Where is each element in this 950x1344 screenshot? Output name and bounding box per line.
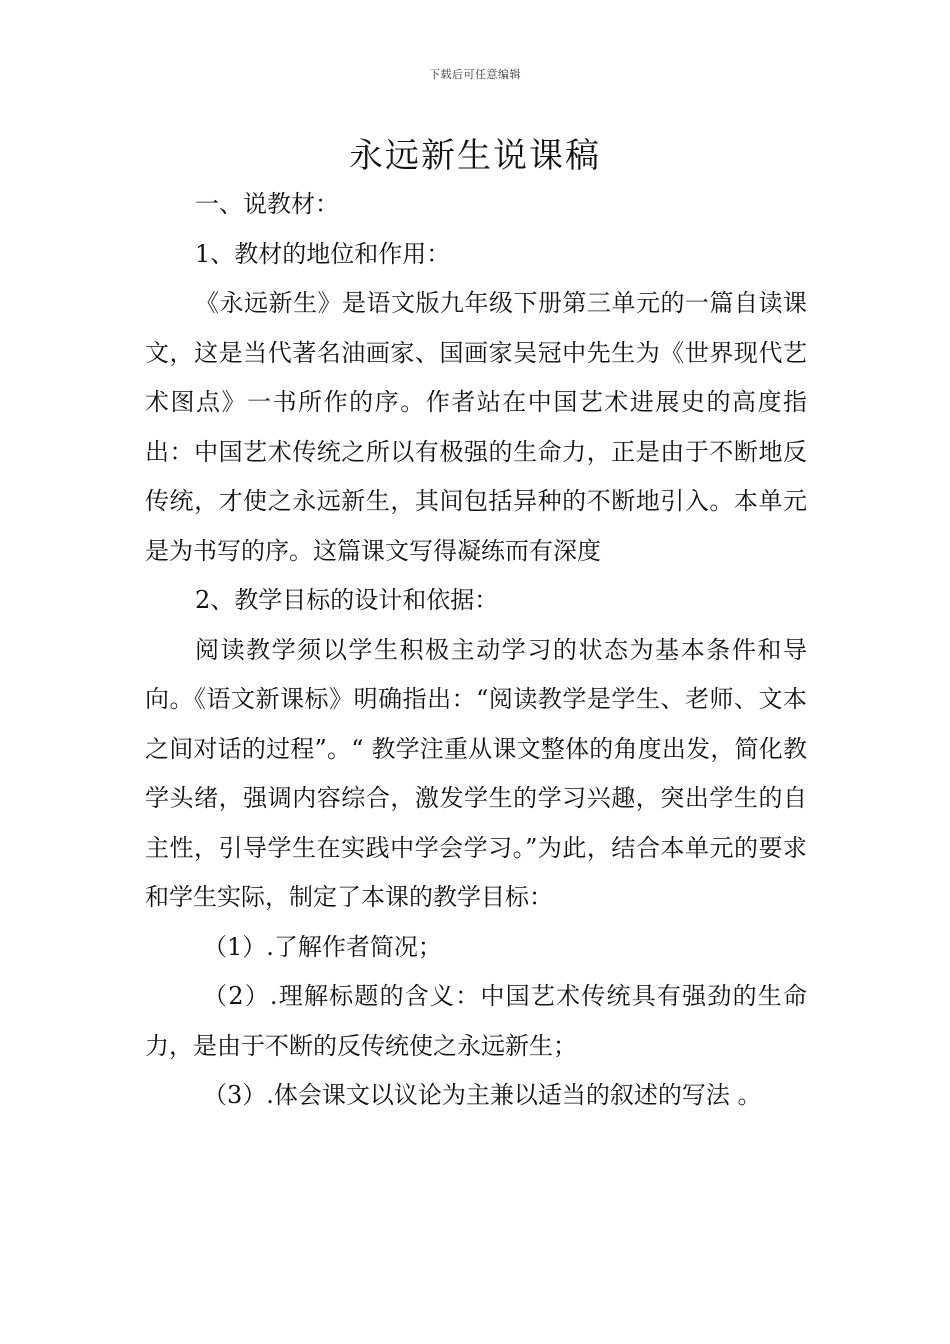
goal-item-3: （3）.体会课文以议论为主兼以适当的叙述的写法 。	[203, 1081, 762, 1109]
document-body	[145, 180, 807, 1121]
section-heading-1: 一、说教材：	[195, 190, 339, 218]
paragraph-teaching-goals: 阅读教学须以学生积极主动学习的状态为基本条件和导向。《语文新课标》明确指出：“阅读教学是学生、老师、文本之间对话的过程”。“ 教学注重从课文整体的角度出发，简化教学头绪，强调内容综合，激发学生的学习兴趣，突出学生的自主性，引导学生在实践中学会学习。”为此，结合本单元的要求和学生实际，制定了本课的教学目标：	[145, 635, 807, 911]
goal-item-1: （1）.了解作者简况；	[203, 932, 442, 961]
goal-item-2: （2）.理解标题的含义：中国艺术传统具有强劲的生命力，是由于不断的反传统使之永远新生；	[145, 982, 807, 1060]
subsection-heading-1-2: 2、教学目标的设计和依据：	[195, 586, 499, 614]
subsection-heading-1-1: 1、教材的地位和作用：	[195, 239, 451, 268]
page-title: 永远新生说课稿	[349, 136, 601, 176]
paragraph-textbook-role: 《永远新生》是语文版九年级下册第三单元的一篇自读课文，这是当代著名油画家、国画家吴冠中先生为《世界现代艺术图点》一书所作的序。作者站在中国艺术进展史的高度指出：中国艺术传统之所以有极强的生命力，正是由于不断地反传统，才使之永远新生，其间包括异种的不断地引入。本单元是为书写的序。这篇课文写得凝练而有深度	[145, 289, 807, 565]
header-note: 下载后可任意编辑	[429, 68, 521, 81]
